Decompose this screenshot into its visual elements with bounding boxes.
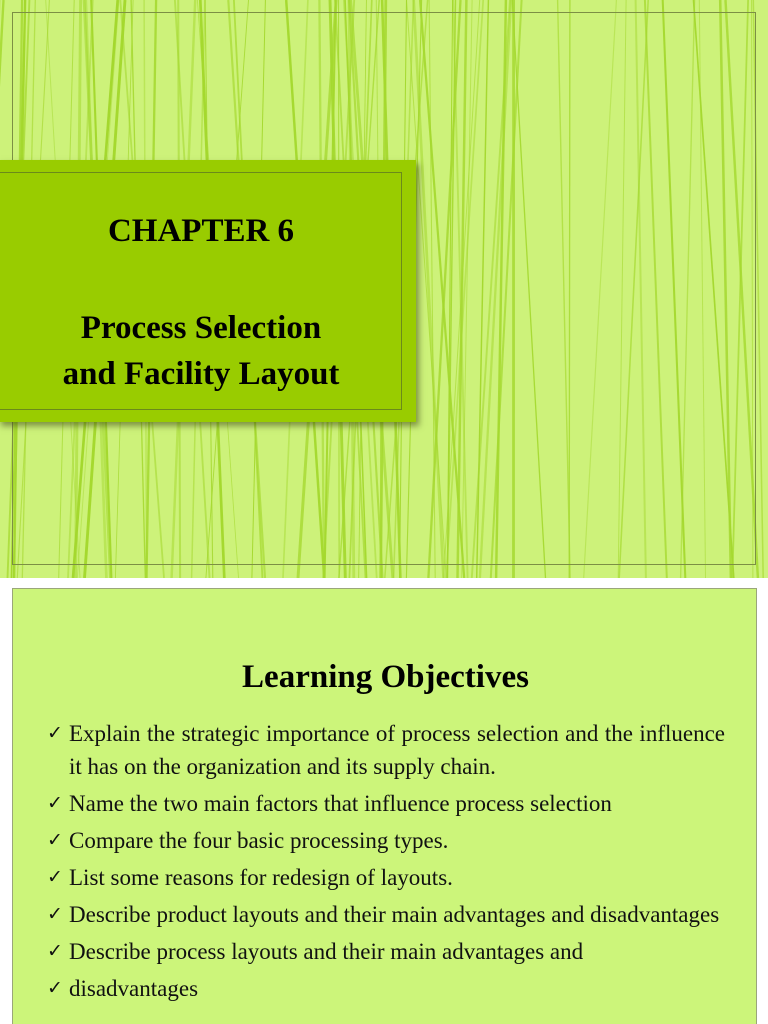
list-item <box>47 861 725 894</box>
check-icon: ✓ <box>47 940 63 962</box>
list-item-text: Describe process layouts and their main advantages and <box>69 939 584 964</box>
list-item-text: disadvantages <box>69 976 199 1001</box>
list-item <box>47 935 725 968</box>
check-icon: ✓ <box>47 792 63 814</box>
list-item-text: Name the two main factors that influence process selection <box>69 791 612 816</box>
list-item <box>47 717 725 783</box>
chapter-number: CHAPTER 6 <box>107 213 295 249</box>
check-icon: ✓ <box>47 829 63 851</box>
list-item-text: Describe product layouts and their main advantages and disadvantages <box>69 902 720 927</box>
objectives-heading: Learning Objectives <box>242 659 529 695</box>
list-item-text: Compare the four basic processing types. <box>69 828 449 853</box>
title-box <box>0 160 416 422</box>
list-item-text: List some reasons for redesign of layouts. <box>69 865 453 890</box>
list-item <box>47 898 725 931</box>
list-item <box>47 824 725 857</box>
check-icon: ✓ <box>47 977 63 999</box>
objectives-list <box>47 717 725 1009</box>
list-item <box>47 787 725 820</box>
chapter-title-line-1: Process Selection <box>80 310 322 346</box>
chapter-title <box>0 305 403 397</box>
list-item <box>47 972 725 1005</box>
check-icon: ✓ <box>47 903 63 925</box>
objectives-slide <box>0 578 768 1024</box>
check-icon: ✓ <box>47 866 63 888</box>
title-box-frame <box>0 172 402 410</box>
objectives-panel <box>12 588 757 1024</box>
list-item-text: Explain the strategic importance of process selection and the influence it has on the organization and its supply chain. <box>69 721 725 779</box>
chapter-title-line-2: and Facility Layout <box>62 356 340 392</box>
check-icon: ✓ <box>47 722 63 744</box>
